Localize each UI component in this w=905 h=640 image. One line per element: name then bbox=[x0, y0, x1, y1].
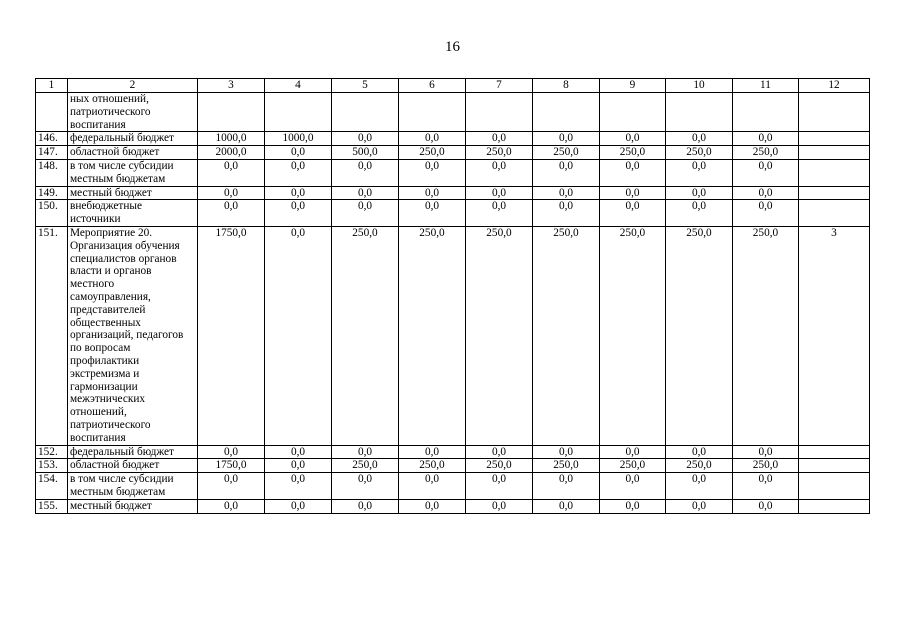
value-cell: 0,0 bbox=[600, 200, 666, 227]
value-cell: 0,0 bbox=[198, 186, 265, 200]
row-name: местный бюджет bbox=[68, 499, 198, 513]
row-number: 153. bbox=[36, 459, 68, 473]
table-row bbox=[36, 459, 870, 473]
value-cell: 0,0 bbox=[666, 473, 733, 500]
value-cell: 0,0 bbox=[198, 445, 265, 459]
row-name: в том числе субсидии местным бюджетам bbox=[68, 159, 198, 186]
value-cell: 0,0 bbox=[265, 146, 332, 160]
value-cell bbox=[265, 93, 332, 132]
value-cell: 0,0 bbox=[198, 473, 265, 500]
value-cell: 250,0 bbox=[466, 146, 533, 160]
table-row bbox=[36, 445, 870, 459]
value-cell: 250,0 bbox=[399, 146, 466, 160]
value-cell: 0,0 bbox=[733, 499, 799, 513]
value-cell: 0,0 bbox=[533, 499, 600, 513]
row-number: 155. bbox=[36, 499, 68, 513]
value-cell: 0,0 bbox=[332, 473, 399, 500]
table-row bbox=[36, 93, 870, 132]
column-header: 12 bbox=[799, 79, 870, 93]
value-cell: 0,0 bbox=[466, 200, 533, 227]
value-cell: 0,0 bbox=[399, 159, 466, 186]
value-cell: 0,0 bbox=[600, 159, 666, 186]
column-12-cell: 3 bbox=[799, 226, 870, 445]
column-header: 11 bbox=[733, 79, 799, 93]
budget-table bbox=[35, 78, 870, 514]
column-header: 2 bbox=[68, 79, 198, 93]
value-cell: 1000,0 bbox=[265, 132, 332, 146]
column-12-cell bbox=[799, 159, 870, 186]
column-header: 4 bbox=[265, 79, 332, 93]
table-row bbox=[36, 159, 870, 186]
table-row bbox=[36, 132, 870, 146]
value-cell bbox=[533, 93, 600, 132]
value-cell: 0,0 bbox=[265, 499, 332, 513]
row-name: в том числе субсидии местным бюджетам bbox=[68, 473, 198, 500]
value-cell: 0,0 bbox=[533, 445, 600, 459]
value-cell: 0,0 bbox=[666, 186, 733, 200]
value-cell bbox=[466, 93, 533, 132]
value-cell bbox=[733, 93, 799, 132]
table-row bbox=[36, 473, 870, 500]
value-cell: 0,0 bbox=[265, 186, 332, 200]
value-cell: 0,0 bbox=[666, 159, 733, 186]
value-cell: 0,0 bbox=[198, 499, 265, 513]
row-number: 148. bbox=[36, 159, 68, 186]
row-number: 152. bbox=[36, 445, 68, 459]
table-row bbox=[36, 186, 870, 200]
value-cell bbox=[666, 93, 733, 132]
value-cell: 0,0 bbox=[399, 473, 466, 500]
row-name: федеральный бюджет bbox=[68, 445, 198, 459]
value-cell: 1750,0 bbox=[198, 226, 265, 445]
value-cell: 0,0 bbox=[399, 499, 466, 513]
value-cell: 500,0 bbox=[332, 146, 399, 160]
column-header: 8 bbox=[533, 79, 600, 93]
value-cell: 2000,0 bbox=[198, 146, 265, 160]
value-cell: 0,0 bbox=[399, 186, 466, 200]
value-cell: 0,0 bbox=[733, 473, 799, 500]
value-cell: 0,0 bbox=[666, 200, 733, 227]
value-cell: 0,0 bbox=[265, 459, 332, 473]
row-name: Мероприятие 20. Организация обучения специалистов органов власти и органов местного самоуправления, представителей общественных организаций, педагогов по вопросам профилактики экстремизма и гармонизации межэтнических отношений, патриотического воспитания bbox=[68, 226, 198, 445]
value-cell: 0,0 bbox=[332, 499, 399, 513]
value-cell: 0,0 bbox=[533, 473, 600, 500]
value-cell: 0,0 bbox=[332, 200, 399, 227]
value-cell: 0,0 bbox=[399, 132, 466, 146]
value-cell: 0,0 bbox=[533, 200, 600, 227]
value-cell: 0,0 bbox=[332, 159, 399, 186]
value-cell: 0,0 bbox=[733, 186, 799, 200]
value-cell: 0,0 bbox=[733, 445, 799, 459]
value-cell: 0,0 bbox=[332, 186, 399, 200]
value-cell: 250,0 bbox=[733, 459, 799, 473]
column-12-cell bbox=[799, 473, 870, 500]
value-cell: 0,0 bbox=[733, 132, 799, 146]
value-cell: 0,0 bbox=[733, 200, 799, 227]
value-cell: 250,0 bbox=[332, 459, 399, 473]
value-cell: 0,0 bbox=[466, 445, 533, 459]
row-number: 151. bbox=[36, 226, 68, 445]
value-cell bbox=[332, 93, 399, 132]
value-cell: 0,0 bbox=[600, 473, 666, 500]
column-12-cell bbox=[799, 93, 870, 132]
row-number: 154. bbox=[36, 473, 68, 500]
value-cell: 250,0 bbox=[533, 146, 600, 160]
value-cell bbox=[399, 93, 466, 132]
column-12-cell bbox=[799, 445, 870, 459]
value-cell: 250,0 bbox=[666, 459, 733, 473]
value-cell: 250,0 bbox=[600, 146, 666, 160]
value-cell: 0,0 bbox=[733, 159, 799, 186]
value-cell: 0,0 bbox=[265, 200, 332, 227]
row-number: 147. bbox=[36, 146, 68, 160]
value-cell: 0,0 bbox=[466, 186, 533, 200]
value-cell: 250,0 bbox=[399, 226, 466, 445]
value-cell: 250,0 bbox=[600, 459, 666, 473]
row-name: областной бюджет bbox=[68, 146, 198, 160]
column-12-cell bbox=[799, 132, 870, 146]
value-cell: 1000,0 bbox=[198, 132, 265, 146]
value-cell: 0,0 bbox=[265, 473, 332, 500]
column-header: 3 bbox=[198, 79, 265, 93]
column-header: 5 bbox=[332, 79, 399, 93]
value-cell: 0,0 bbox=[466, 159, 533, 186]
column-header: 9 bbox=[600, 79, 666, 93]
column-header: 1 bbox=[36, 79, 68, 93]
value-cell: 0,0 bbox=[666, 132, 733, 146]
column-12-cell bbox=[799, 186, 870, 200]
page-number: 16 bbox=[445, 39, 460, 55]
row-name: федеральный бюджет bbox=[68, 132, 198, 146]
row-name: местный бюджет bbox=[68, 186, 198, 200]
value-cell: 0,0 bbox=[600, 186, 666, 200]
column-header: 7 bbox=[466, 79, 533, 93]
table-row bbox=[36, 146, 870, 160]
value-cell: 250,0 bbox=[533, 459, 600, 473]
value-cell: 250,0 bbox=[733, 146, 799, 160]
column-header: 6 bbox=[399, 79, 466, 93]
value-cell: 250,0 bbox=[466, 226, 533, 445]
value-cell: 250,0 bbox=[733, 226, 799, 445]
value-cell: 250,0 bbox=[399, 459, 466, 473]
value-cell: 0,0 bbox=[332, 445, 399, 459]
value-cell: 250,0 bbox=[533, 226, 600, 445]
row-name: ных отношений, патриотического воспитания bbox=[68, 93, 198, 132]
table-row bbox=[36, 499, 870, 513]
value-cell bbox=[198, 93, 265, 132]
value-cell: 0,0 bbox=[600, 445, 666, 459]
value-cell: 250,0 bbox=[466, 459, 533, 473]
value-cell: 250,0 bbox=[332, 226, 399, 445]
value-cell: 0,0 bbox=[466, 499, 533, 513]
column-12-cell bbox=[799, 146, 870, 160]
row-name: внебюджетные источники bbox=[68, 200, 198, 227]
column-12-cell bbox=[799, 499, 870, 513]
value-cell: 0,0 bbox=[466, 132, 533, 146]
value-cell: 0,0 bbox=[265, 226, 332, 445]
value-cell: 0,0 bbox=[533, 132, 600, 146]
value-cell: 0,0 bbox=[600, 132, 666, 146]
value-cell: 250,0 bbox=[666, 226, 733, 445]
table-header-row bbox=[36, 79, 870, 93]
value-cell: 0,0 bbox=[265, 159, 332, 186]
value-cell: 0,0 bbox=[198, 159, 265, 186]
row-number: 149. bbox=[36, 186, 68, 200]
value-cell: 0,0 bbox=[198, 200, 265, 227]
value-cell: 0,0 bbox=[399, 445, 466, 459]
table-row bbox=[36, 226, 870, 445]
row-number bbox=[36, 93, 68, 132]
value-cell bbox=[600, 93, 666, 132]
value-cell: 0,0 bbox=[666, 499, 733, 513]
value-cell: 0,0 bbox=[533, 186, 600, 200]
value-cell: 0,0 bbox=[533, 159, 600, 186]
value-cell: 0,0 bbox=[600, 499, 666, 513]
row-number: 150. bbox=[36, 200, 68, 227]
value-cell: 0,0 bbox=[265, 445, 332, 459]
table-row bbox=[36, 200, 870, 227]
value-cell: 0,0 bbox=[332, 132, 399, 146]
row-number: 146. bbox=[36, 132, 68, 146]
row-name: областной бюджет bbox=[68, 459, 198, 473]
value-cell: 1750,0 bbox=[198, 459, 265, 473]
value-cell: 0,0 bbox=[466, 473, 533, 500]
value-cell: 0,0 bbox=[399, 200, 466, 227]
value-cell: 250,0 bbox=[600, 226, 666, 445]
value-cell: 0,0 bbox=[666, 445, 733, 459]
column-header: 10 bbox=[666, 79, 733, 93]
column-12-cell bbox=[799, 200, 870, 227]
column-12-cell bbox=[799, 459, 870, 473]
value-cell: 250,0 bbox=[666, 146, 733, 160]
